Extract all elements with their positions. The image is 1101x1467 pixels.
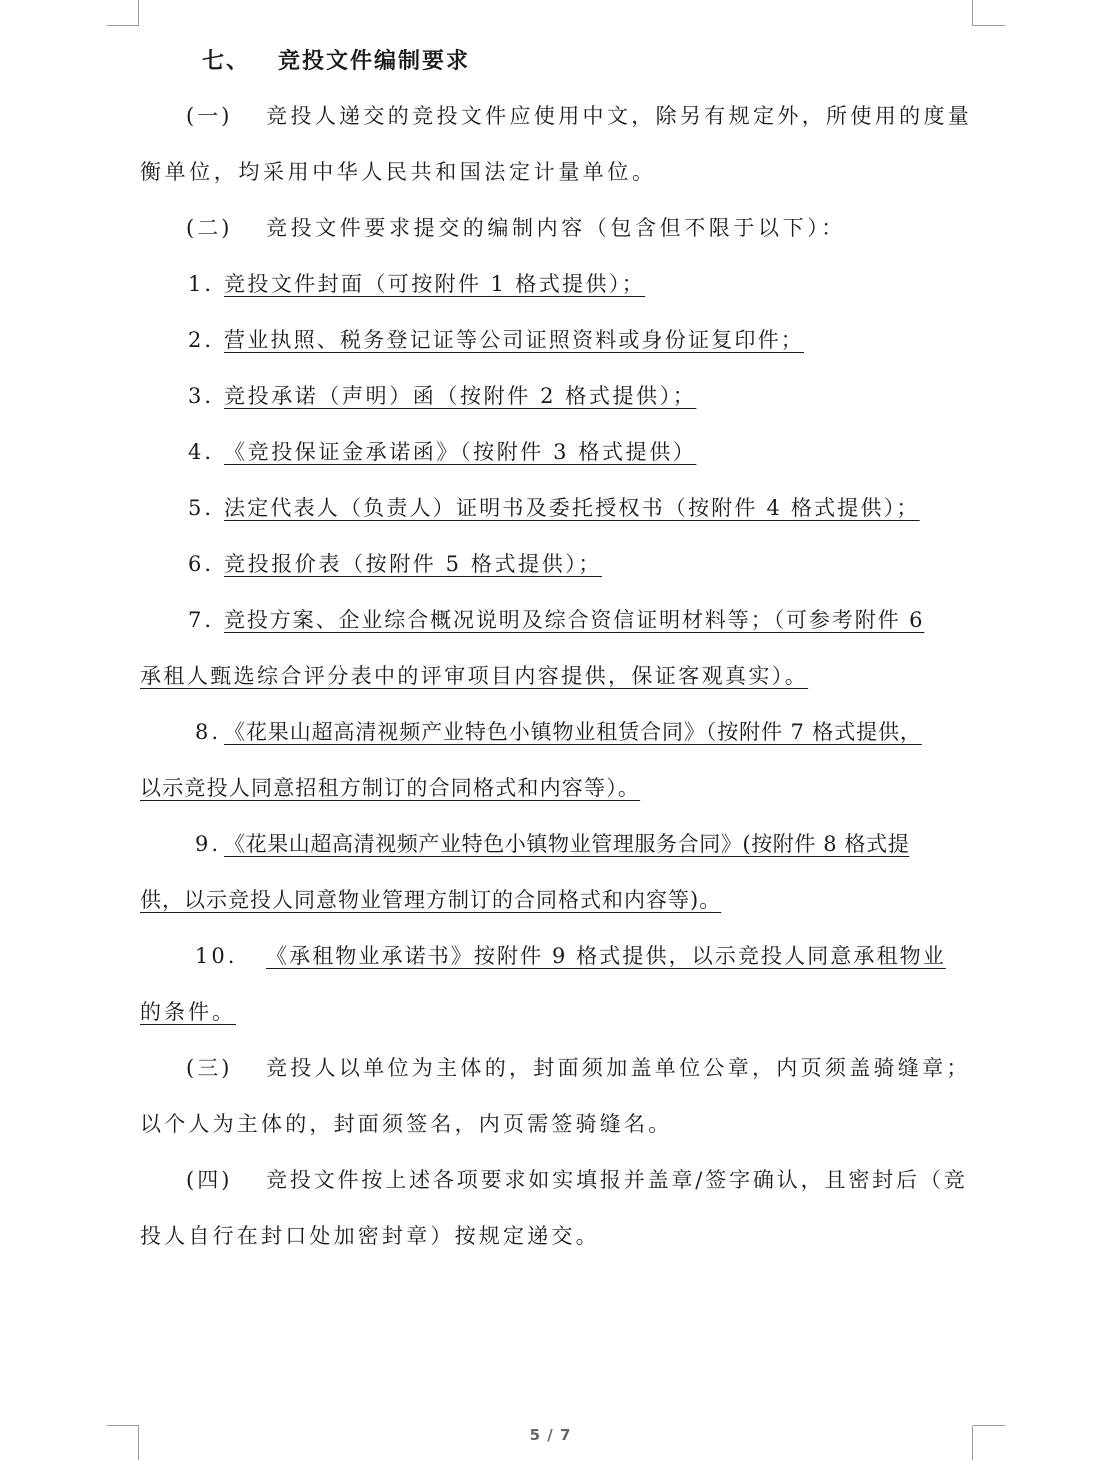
paragraph-2-line-1: 竞投文件要求提交的编制内容（包含但不限于以下）： — [266, 216, 846, 240]
paragraph-3-label: (三) — [186, 1056, 233, 1080]
paragraph-3-line-1: 竞投人以单位为主体的，封面须加盖单位公章，内页须盖骑缝章； — [266, 1056, 971, 1080]
item-7-line-1: 竞投方案、企业综合概况说明及综合资信证明材料等；（可参考附件 6 — [224, 608, 925, 632]
item-10-line-1: 《承租物业承诺书》按附件 9 格式提供，以示竞投人同意承租物业 — [266, 944, 946, 968]
paragraph-3-line-2: 以个人为主体的，封面须签名，内页需签骑缝名。 — [140, 1112, 673, 1136]
item-8-line-1: 《花果山超高清视频产业特色小镇物业租赁合同》（按附件 7 格式提供， — [224, 720, 922, 744]
item-7-number: 7. — [188, 608, 215, 632]
item-4-text: 《竞投保证金承诺函》（按附件 3 格式提供） — [224, 440, 697, 464]
section-number: 七、 — [202, 49, 251, 74]
item-10-number: 10. — [195, 944, 238, 968]
paragraph-1-line-1: 竞投人递交的竞投文件应使用中文，除另有规定外，所使用的度量 — [266, 104, 973, 128]
item-8-line-2: 以示竞投人同意招租方制订的合同格式和内容等）。 — [140, 776, 641, 800]
page-number: 5 / 7 — [529, 1426, 572, 1444]
paragraph-4-line-1: 竞投文件按上述各项要求如实填报并盖章/签字确认，且密封后（竞 — [266, 1168, 968, 1192]
paragraph-4-line-2: 投人自行在封口处加密封章）按规定递交。 — [140, 1224, 600, 1248]
item-3-text: 竞投承诺（声明）函（按附件 2 格式提供）； — [224, 384, 697, 408]
paragraph-4-label: (四) — [186, 1168, 233, 1192]
item-4-number: 4. — [188, 440, 215, 464]
item-10-line-2: 的条件。 — [140, 1000, 236, 1024]
paragraph-2-label: (二) — [186, 216, 233, 240]
item-8-number: 8. — [195, 720, 222, 744]
item-1-number: 1. — [188, 272, 215, 296]
item-3-number: 3. — [188, 384, 215, 408]
paragraph-1-line-2: 衡单位，均采用中华人民共和国法定计量单位。 — [140, 160, 657, 184]
item-5-text: 法定代表人（负责人）证明书及委托授权书（按附件 4 格式提供）； — [224, 496, 920, 520]
item-6-number: 6. — [188, 552, 215, 576]
item-6-text: 竞投报价表（按附件 5 格式提供）； — [224, 552, 603, 576]
item-7-line-2: 承租人甄选综合评分表中的评审项目内容提供，保证客观真实）。 — [140, 664, 809, 688]
paragraph-1-label: (一) — [186, 104, 233, 128]
item-9-line-1: 《花果山超高清视频产业特色小镇物业管理服务合同》(按附件 8 格式提 — [224, 832, 910, 856]
item-1-text: 竞投文件封面（可按附件 1 格式提供）； — [224, 272, 646, 296]
item-2-number: 2. — [188, 328, 215, 352]
item-9-line-2: 供，以示竞投人同意物业管理方制订的合同格式和内容等)。 — [140, 888, 722, 912]
section-title: 竞投文件编制要求 — [278, 49, 471, 74]
item-9-number: 9. — [195, 832, 222, 856]
section-heading — [202, 44, 470, 75]
item-2-text: 营业执照、税务登记证等公司证照资料或身份证复印件； — [224, 328, 804, 352]
item-5-number: 5. — [188, 496, 215, 520]
